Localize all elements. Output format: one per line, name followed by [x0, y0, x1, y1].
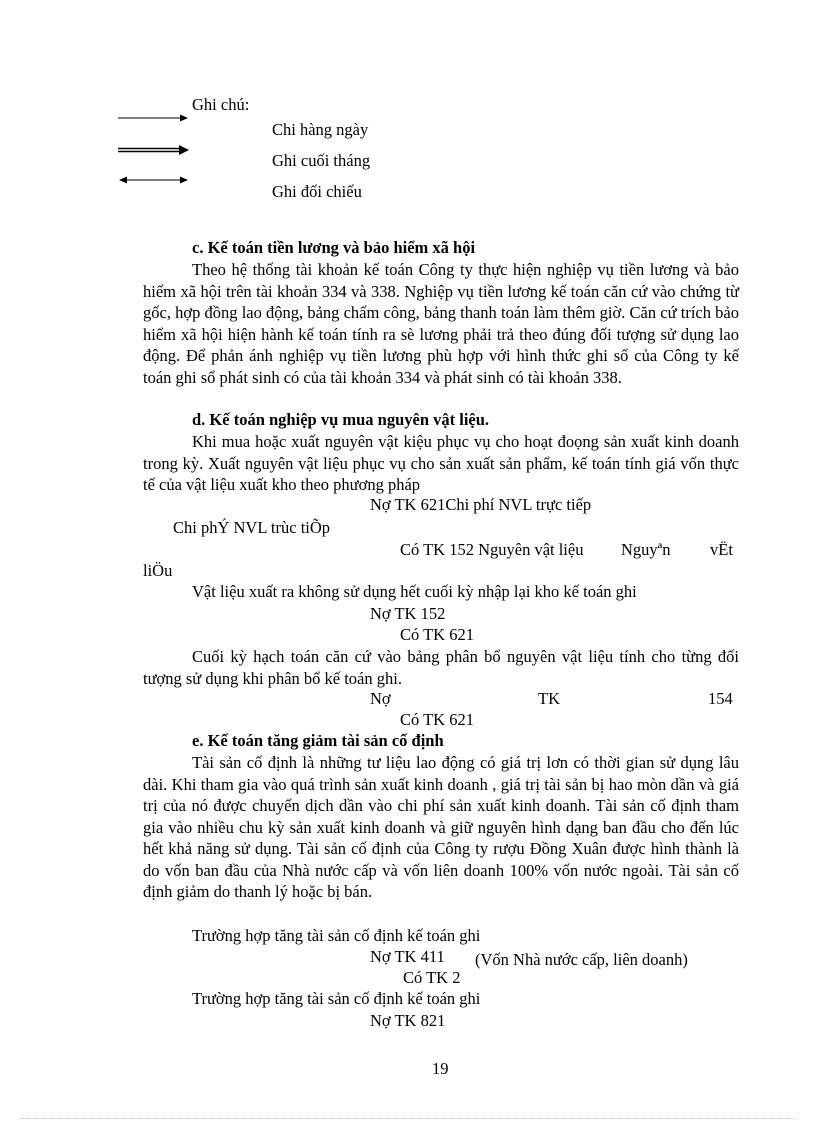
entry-debit-152: Nợ TK 152	[370, 604, 446, 623]
section-e-paragraph: Tài sản cố định là những tư liệu lao động có giá trị lơn có thời gian sử dụng lâu dài. Khi tham gia vào quá trình sản xuất kinh doanh , giá trị tài sản bị hao mòn dần và giá trị của nó được chuyển dịch dần vào chi phí sản xuất kinh doanh. Tài sản cố định tham gia vào nhiều chu kỳ sản xuất kinh doanh và giữ nguyên hình dạng ban đầu cho đến lúc hết khả năng sử dụng. Tài sản cố định của Công ty rượu Đồng Xuân được hình thành là do vốn ban đầu của Nhà nước cấp và vốn liên doanh 100% vốn nước ngoài. Tài sản cố định giảm do thanh lý hoặc bị bán.	[143, 753, 739, 901]
entry-no-label: Nợ	[370, 689, 391, 708]
thick-right-arrow-icon	[118, 143, 190, 157]
page-number: 19	[432, 1059, 449, 1078]
section-c-heading: c. Kế toán tiền lương và bảo hiểm xã hội	[192, 238, 476, 257]
section-c-body	[143, 259, 739, 388]
page-bottom-divider	[20, 1118, 796, 1119]
entry-debit-411: Nợ TK 411	[370, 947, 445, 966]
section-d-text-3: Cuối kỳ hạch toán căn cứ vào bảng phân bổ nguyên vật liệu tính cho từng đối tượng sử dụng khi phân bổ kế toán ghi.	[143, 647, 739, 688]
double-headed-arrow-icon	[118, 174, 190, 186]
entry-debit-621: Nợ TK 621Chi phí NVL trực tiếp	[370, 495, 592, 514]
entry-tk-number: 154	[708, 689, 733, 708]
entry-garbled-word-2: vËt	[710, 540, 733, 559]
legend-item-daily: Chi hàng ngày	[272, 120, 369, 139]
section-d-text-3-block	[143, 646, 739, 689]
entry-garbled-text: Chi phÝ NVL trùc tiÕp	[173, 518, 331, 537]
section-e-text-3: Trường hợp tăng tài sản cố định kế toán ghi	[192, 989, 481, 1008]
section-d-body	[143, 431, 739, 496]
section-e-heading: e. Kế toán tăng giảm tài sản cố định	[192, 731, 444, 750]
entry-tk-label: TK	[538, 689, 560, 708]
entry-credit-2: Có TK 2	[403, 968, 461, 987]
entry-debit-821: Nợ TK 821	[370, 1011, 446, 1030]
section-c-paragraph: Theo hệ thống tài khoản kế toán Công ty thực hiện nghiệp vụ tiền lương và bảo hiểm xã hội trên tài khoản 334 và 338. Nghiệp vụ tiền lương kế toán căn cứ vào chứng từ gốc, hợp đồng lao động, bảng chấm công, bảng thanh toán làm thêm giờ. Căn cứ trích bảo hiểm xã hội hiện hành kế toán tính ra sè lương phải trả theo đúng đối tượng sử dụng lao động. Để phản ánh nghiệp vụ tiền lương phù hợp với hình thức ghi sổ của Công ty kế toán ghi sổ phát sinh có của tài khoản 334 và phát sinh có tài khoản 338.	[143, 260, 739, 387]
entry-credit-621: Có TK 621	[400, 625, 474, 644]
section-d-paragraph: Khi mua hoặc xuất nguyên vật kiệu phục vụ cho hoạt đoọng sản xuất kinh doanh trong kỳ. Xuất nguyên vật liệu phục vụ cho sản xuất sản phẩm, kế toán tính giá vốn thực tế của vật liệu xuất kho theo phương pháp	[143, 432, 739, 494]
entry-garbled-word-3: liÖu	[143, 561, 173, 580]
legend-item-month-end: Ghi cuối tháng	[272, 151, 371, 170]
legend-title: Ghi chú:	[192, 95, 250, 114]
thin-right-arrow-icon	[118, 112, 190, 124]
section-d-text-2: Vật liệu xuất ra không sử dụng hết cuối kỳ nhập lại kho kế toán ghi	[192, 582, 637, 601]
legend-item-reconcile: Ghi đối chiếu	[272, 182, 362, 201]
section-e-body	[143, 752, 739, 903]
entry-credit-152: Có TK 152 Nguyên vật liệu	[400, 540, 584, 559]
section-e-text-2: Trường hợp tăng tài sản cố định kế toán ghi	[192, 926, 481, 945]
entry-garbled-word-1: Nguyªn	[621, 540, 671, 559]
section-d-heading: d. Kế toán nghiệp vụ mua nguyên vật liệu.	[192, 410, 490, 429]
entry-credit-621-b: Có TK 621	[400, 710, 474, 729]
entry-note-capital: (Vốn Nhà nước cấp, liên doanh)	[475, 950, 688, 969]
